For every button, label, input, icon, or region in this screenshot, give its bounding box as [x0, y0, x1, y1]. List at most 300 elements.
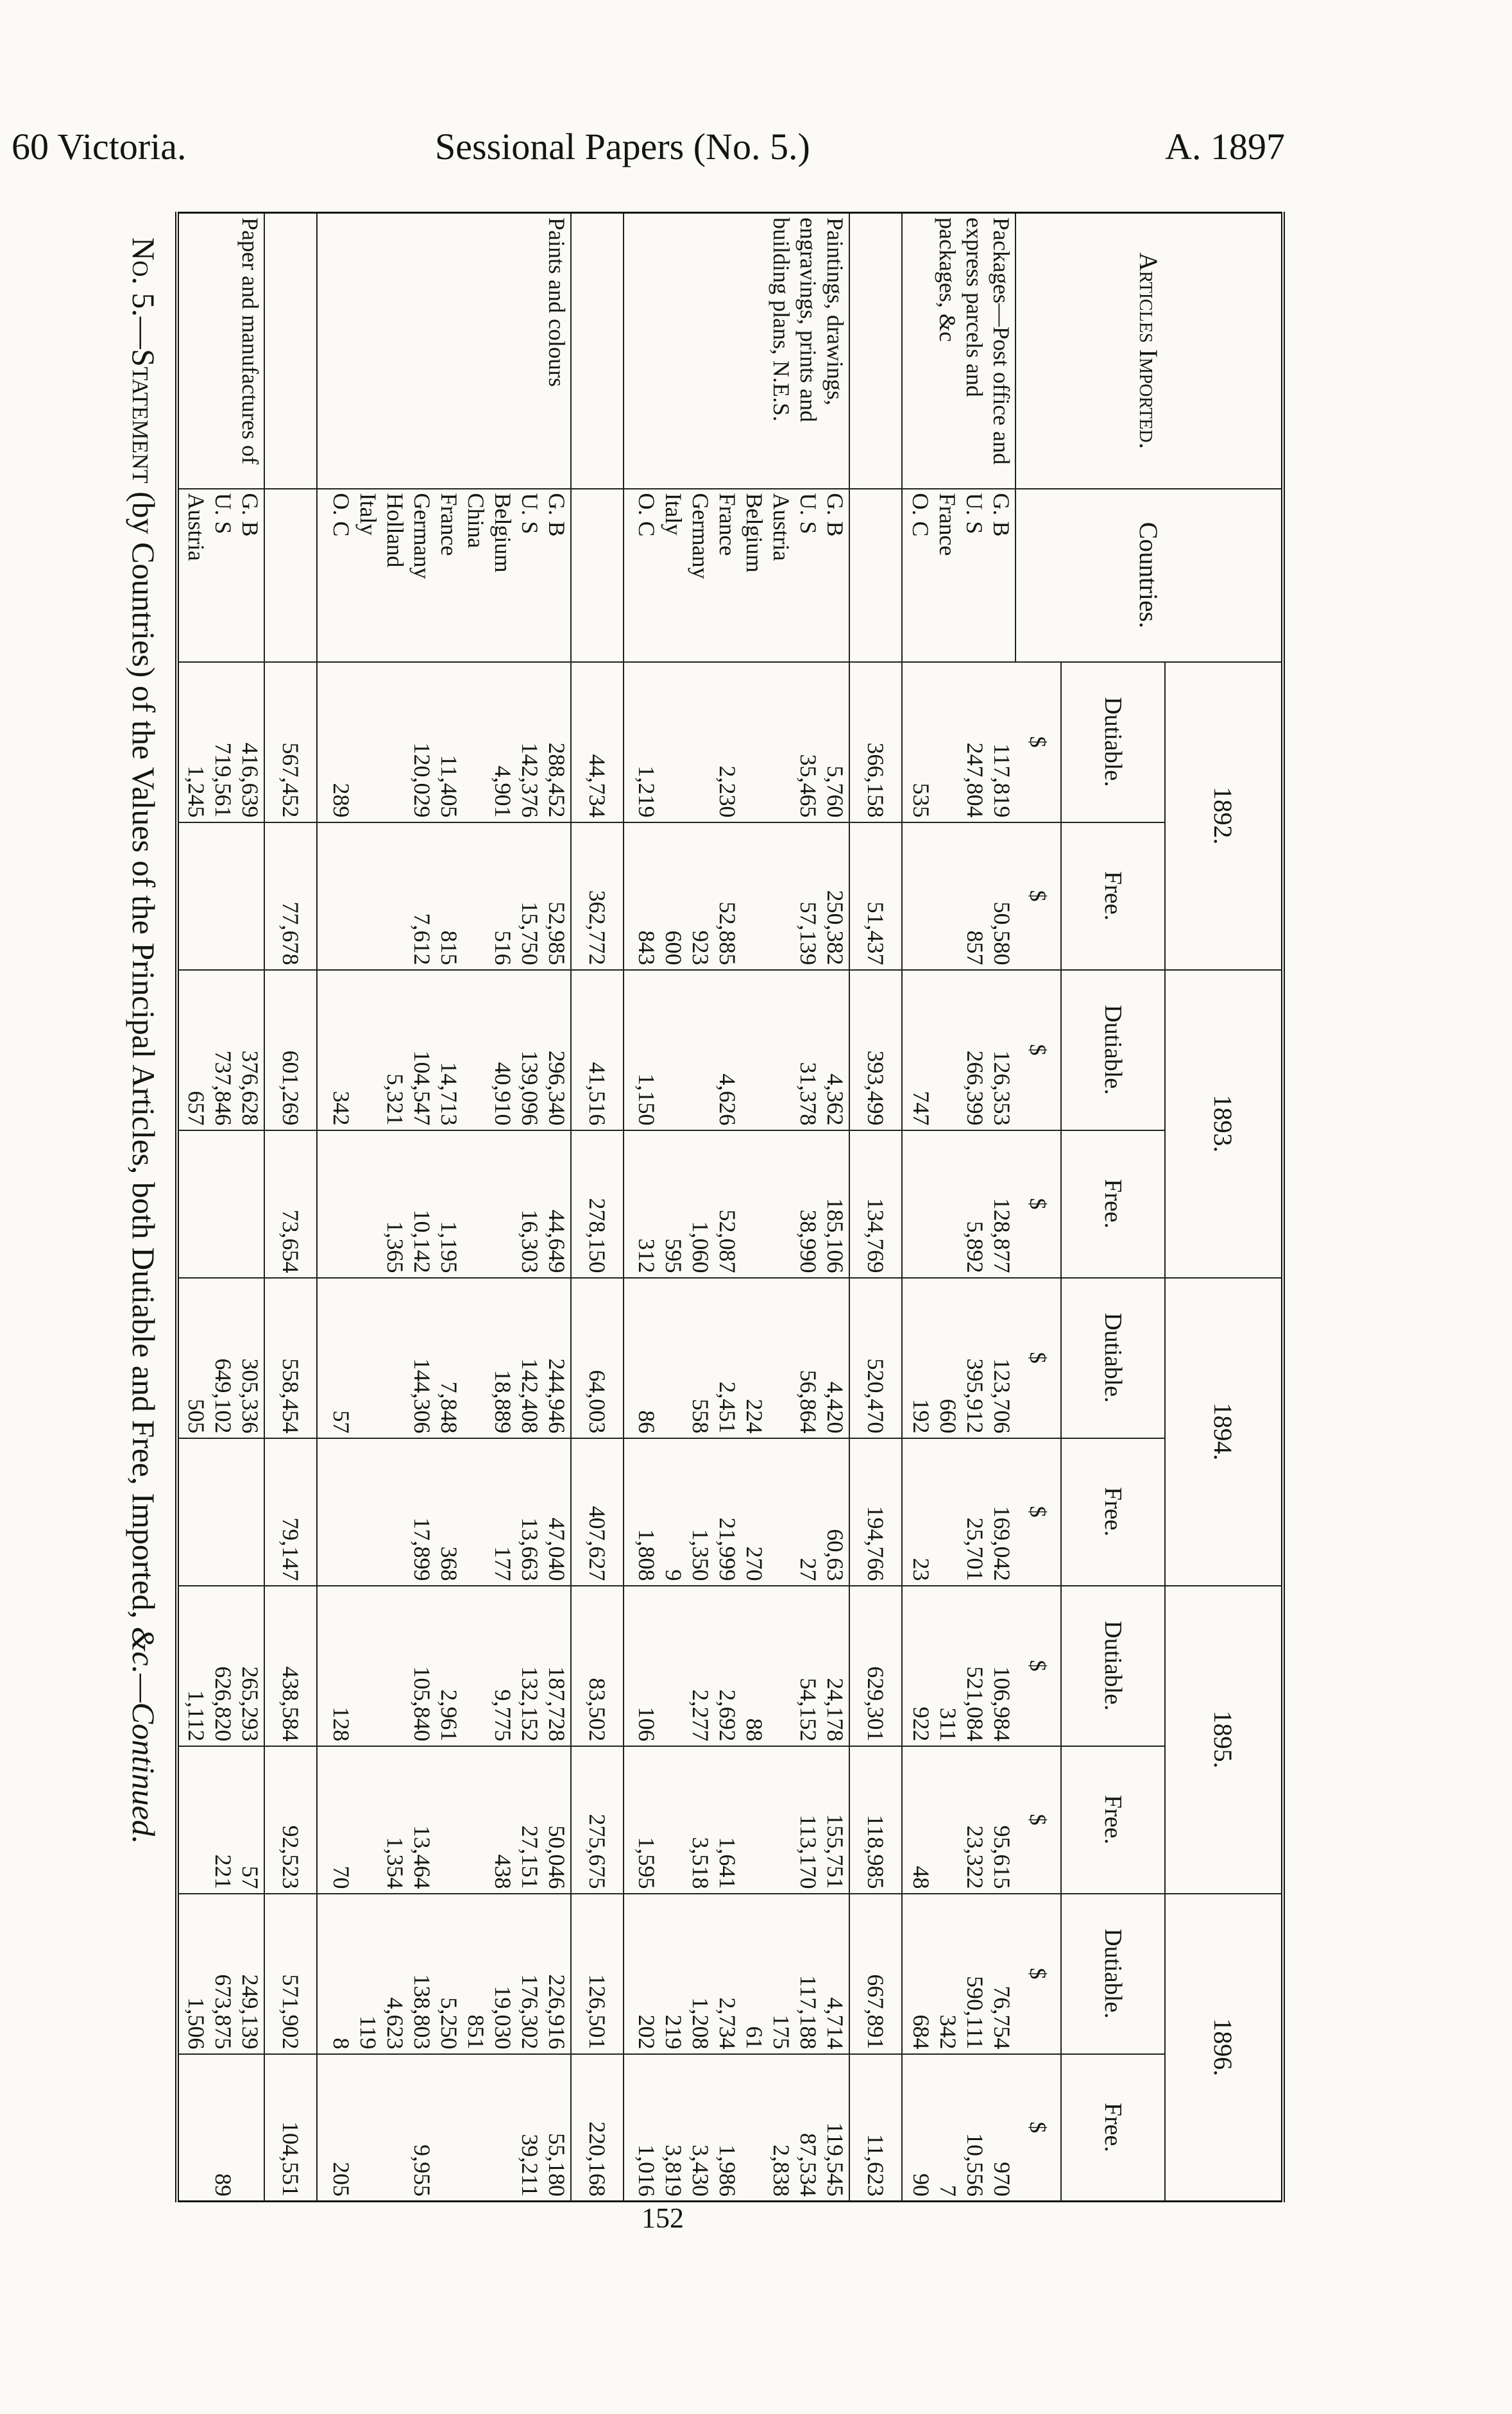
value-cell: 177 — [489, 1546, 516, 1581]
value-cell: 521,084 — [962, 1666, 988, 1742]
value-cell: 1,016 — [633, 2145, 659, 2197]
value-cell: 221 — [210, 1854, 236, 1889]
country-name: Holland — [382, 493, 408, 568]
value-cell: 265,293 — [237, 1666, 263, 1742]
total-value: 520,470 — [849, 1278, 902, 1438]
value-cell: 21,999 — [714, 1517, 740, 1581]
article-name: Paper and manufactures of — [177, 213, 264, 489]
value-cell: 684 — [908, 2014, 934, 2050]
value-cell: 57 — [237, 1866, 263, 1889]
value-cell: 2,692 — [714, 1689, 740, 1742]
value-cell — [908, 1135, 935, 1273]
value-cell — [237, 2059, 264, 2197]
value-cell — [210, 1443, 237, 1581]
value-column — [177, 2054, 264, 2202]
value-column — [902, 662, 1015, 822]
value-cell: 2,961 — [436, 1689, 462, 1742]
value-column — [902, 970, 1015, 1130]
value-cell: 1,506 — [183, 1997, 209, 2050]
value-column — [177, 1894, 264, 2054]
header-year-1893: 1893. — [1165, 970, 1283, 1278]
total-value: 134,769 — [849, 1130, 902, 1278]
country-name: U. S — [795, 493, 821, 534]
total-value: 92,523 — [264, 1746, 317, 1894]
value-cell — [935, 1751, 962, 1889]
total-row — [849, 213, 902, 2202]
value-cell: 40,910 — [489, 1062, 516, 1126]
value-cell: 1,808 — [633, 1529, 659, 1581]
value-cell: 5,760 — [822, 765, 848, 818]
value-cell: 312 — [633, 1238, 659, 1273]
total-value: 601,269 — [264, 970, 317, 1130]
value-cell: 52,087 — [714, 1209, 740, 1273]
value-cell: 176,302 — [516, 1974, 543, 2050]
header-dutiable: Dutiable. — [1061, 1586, 1165, 1746]
value-column — [624, 1130, 849, 1278]
value-column — [177, 1746, 264, 1894]
value-cell: 288,452 — [543, 742, 570, 818]
article-name: Packages—Post office and express parcels and packages, &c — [902, 213, 1015, 489]
value-cell — [741, 667, 768, 818]
value-cell: 1,986 — [714, 2145, 740, 2197]
value-cell: 5,321 — [382, 1073, 408, 1126]
value-cell — [183, 1135, 210, 1273]
value-cell: 39,211 — [516, 2134, 543, 2197]
value-cell: 142,376 — [516, 742, 543, 818]
value-cell — [768, 1443, 795, 1581]
value-cell — [237, 1443, 264, 1581]
country-name: O. C — [908, 493, 933, 537]
header-dutiable: Dutiable. — [1061, 662, 1165, 822]
country-name: U. S — [210, 493, 236, 534]
article-name: Paintings, drawings, engravings, prints and building plans, N.E.S. — [624, 213, 849, 489]
value-cell: 52,985 — [543, 901, 570, 965]
value-cell: 2,451 — [714, 1381, 740, 1434]
value-column — [902, 1130, 1015, 1278]
value-cell — [355, 1590, 382, 1742]
value-cell — [463, 1751, 489, 1889]
value-cell: 5,250 — [436, 1997, 462, 2050]
value-cell: 250,382 — [822, 890, 848, 965]
value-cell: 1,195 — [436, 1221, 462, 1273]
value-cell: 144,306 — [409, 1358, 435, 1434]
value-cell: 38,990 — [795, 1209, 821, 1273]
value-cell: 56,864 — [795, 1370, 821, 1434]
value-column — [317, 662, 571, 822]
caption-text: (by Countries) of the Values of the Principal Articles, both Dutiable and Free, Imported, — [126, 483, 162, 1627]
value-cell: 843 — [633, 930, 659, 965]
value-cell: 35,465 — [795, 754, 821, 818]
value-cell — [355, 974, 382, 1126]
value-cell: 76,754 — [989, 1985, 1015, 2050]
total-spacer — [849, 213, 902, 489]
value-cell: 595 — [660, 1238, 686, 1273]
value-cell — [436, 1751, 463, 1889]
value-cell: 657 — [183, 1091, 209, 1126]
header-dutiable: Dutiable. — [1061, 1278, 1165, 1438]
value-cell: 104,547 — [409, 1050, 435, 1126]
value-cell: 60,63 — [822, 1529, 848, 1581]
value-cell: 155,751 — [822, 1814, 848, 1889]
value-cell: 270 — [741, 1546, 767, 1581]
value-cell: 376,628 — [237, 1050, 263, 1126]
value-cell — [463, 827, 489, 965]
value-cell — [768, 1282, 795, 1434]
value-cell — [355, 1135, 382, 1273]
value-cell: 4,901 — [489, 765, 516, 818]
value-cell: 7,612 — [409, 913, 435, 965]
value-cell: 590,111 — [962, 1976, 988, 2050]
value-cell — [741, 1751, 768, 1889]
value-cell: 4,714 — [822, 1997, 848, 2050]
value-cell: 128,877 — [989, 1198, 1015, 1273]
value-cell: 1,112 — [183, 1690, 209, 1742]
value-cell — [935, 1443, 962, 1581]
value-cell — [935, 667, 962, 818]
value-cell — [328, 827, 355, 965]
value-cell: 600 — [660, 930, 686, 965]
value-cell — [355, 1282, 382, 1434]
value-cell: 505 — [183, 1398, 209, 1434]
currency-mark: $ — [1015, 1746, 1061, 1894]
total-value: 407,627 — [571, 1438, 624, 1586]
value-cell: 54,152 — [795, 1678, 821, 1742]
value-cell — [660, 974, 687, 1126]
value-cell: 192 — [908, 1398, 934, 1434]
total-value: 41,516 — [571, 970, 624, 1130]
value-cell: 2,838 — [768, 2145, 794, 2197]
value-cell: 128 — [328, 1706, 354, 1742]
value-cell: 24,178 — [822, 1678, 848, 1742]
value-cell: 1,208 — [687, 1997, 713, 2050]
value-column — [624, 1894, 849, 2054]
value-cell: 18,889 — [489, 1370, 516, 1434]
value-cell: 516 — [489, 930, 516, 965]
value-cell — [463, 2059, 489, 2197]
value-cell — [328, 1443, 355, 1581]
article-group — [177, 213, 264, 2202]
article-group — [902, 213, 1015, 2202]
value-cell: 851 — [463, 2014, 489, 2050]
value-cell — [463, 1135, 489, 1273]
article-group — [317, 213, 571, 2202]
value-cell: 311 — [935, 1707, 961, 1742]
total-spacer — [849, 489, 902, 662]
value-cell — [355, 2059, 382, 2197]
value-cell: 23,322 — [962, 1825, 988, 1889]
value-cell: 3,430 — [687, 2145, 713, 2197]
header-year-1894: 1894. — [1165, 1278, 1283, 1586]
value-column — [902, 1278, 1015, 1438]
value-cell: 289 — [328, 783, 354, 818]
total-value: 64,003 — [571, 1278, 624, 1438]
value-cell: 27,151 — [516, 1825, 543, 1889]
value-column — [624, 2054, 849, 2202]
currency-mark: $ — [1015, 1438, 1061, 1586]
value-cell — [463, 667, 489, 818]
value-cell: 2,230 — [714, 765, 740, 818]
caption-lead: No. 5.—Statement — [126, 237, 162, 484]
value-cell — [660, 1590, 687, 1742]
value-cell: 4,420 — [822, 1381, 848, 1434]
value-cell — [768, 1135, 795, 1273]
country-name: France — [714, 493, 740, 556]
value-cell: 815 — [436, 930, 462, 965]
country-name: France — [935, 493, 960, 556]
value-column — [624, 662, 849, 822]
value-cell — [768, 827, 795, 965]
value-cell: 244,946 — [543, 1358, 570, 1434]
caption-continued: &c.—Continued. — [126, 1626, 162, 1844]
total-value: 567,452 — [264, 662, 317, 822]
value-cell: 368 — [436, 1546, 462, 1581]
value-column — [317, 1438, 571, 1586]
value-cell: 4,623 — [382, 1997, 408, 2050]
value-cell: 1,641 — [714, 1837, 740, 1889]
value-cell: 626,820 — [210, 1666, 236, 1742]
country-name: Germany — [687, 493, 713, 579]
value-cell: 57,139 — [795, 901, 821, 965]
header-countries: Countries. — [1015, 489, 1283, 662]
value-column — [624, 1278, 849, 1438]
value-cell: 61 — [741, 2026, 767, 2050]
value-cell — [687, 974, 714, 1126]
value-cell: 16,303 — [516, 1209, 543, 1273]
header-free: Free. — [1061, 822, 1165, 970]
value-cell: 120,029 — [409, 742, 435, 818]
value-cell: 142,408 — [516, 1358, 543, 1434]
header-year-1892: 1892. — [1165, 662, 1283, 970]
total-value: 194,766 — [849, 1438, 902, 1586]
total-value: 366,158 — [849, 662, 902, 822]
value-cell — [768, 1751, 795, 1889]
value-cell: 89 — [210, 2173, 236, 2197]
value-cell: 1,350 — [687, 1529, 713, 1581]
value-cell: 922 — [908, 1706, 934, 1742]
value-cell: 13,464 — [409, 1825, 435, 1889]
value-cell: 169,042 — [989, 1506, 1015, 1581]
value-cell: 123,706 — [989, 1358, 1015, 1434]
running-header — [12, 125, 1285, 183]
value-cell: 25,701 — [962, 1517, 988, 1581]
country-name: O. C — [328, 493, 354, 537]
value-column — [624, 1438, 849, 1586]
value-cell — [210, 827, 237, 965]
value-cell: 7,848 — [436, 1381, 462, 1434]
value-cell: 106 — [633, 1706, 659, 1742]
value-cell: 95,615 — [989, 1825, 1015, 1889]
value-cell — [183, 1443, 210, 1581]
value-cell — [355, 667, 382, 818]
value-cell: 395,912 — [962, 1358, 988, 1434]
value-cell: 1,245 — [183, 765, 209, 818]
value-cell: 535 — [908, 783, 934, 818]
total-value: 393,499 — [849, 970, 902, 1130]
total-value: 73,654 — [264, 1130, 317, 1278]
total-spacer — [264, 213, 317, 489]
currency-mark: $ — [1015, 1894, 1061, 2054]
country-name: Belgium — [489, 493, 516, 573]
country-name: Belgium — [741, 493, 767, 573]
value-cell — [489, 2059, 516, 2197]
header-title: Sessional Papers (No. 5.) — [435, 126, 810, 167]
currency-mark: $ — [1015, 1130, 1061, 1278]
value-cell: 226,916 — [543, 1974, 570, 2050]
value-cell: 3,819 — [660, 2145, 686, 2197]
value-cell: 113,170 — [795, 1814, 821, 1889]
value-cell — [768, 974, 795, 1126]
value-cell: 1,060 — [687, 1221, 713, 1273]
total-value: 220,168 — [571, 2054, 624, 2202]
value-cell: 416,639 — [237, 742, 263, 818]
value-cell — [463, 1590, 489, 1742]
country-list — [902, 489, 1015, 662]
value-cell: 187,728 — [543, 1666, 570, 1742]
value-cell: 4,626 — [714, 1073, 740, 1126]
total-value: 11,623 — [849, 2054, 902, 2202]
value-cell: 15,750 — [516, 901, 543, 965]
value-cell — [382, 2059, 409, 2197]
country-name: China — [463, 493, 489, 548]
value-cell: 1,219 — [633, 765, 659, 818]
country-name: Italy — [355, 493, 381, 536]
value-cell: 47,040 — [543, 1517, 570, 1581]
value-cell: 9,955 — [409, 2145, 435, 2197]
value-cell: 44,649 — [543, 1209, 570, 1273]
value-column — [317, 1894, 571, 2054]
total-spacer — [571, 213, 624, 489]
value-column — [177, 970, 264, 1130]
value-column — [317, 1746, 571, 1894]
value-cell: 1,365 — [382, 1221, 408, 1273]
total-row — [264, 213, 317, 2202]
value-cell: 2,734 — [714, 1997, 740, 2050]
value-cell: 205 — [328, 2162, 354, 2197]
value-cell: 57 — [328, 1410, 354, 1434]
value-column — [624, 1746, 849, 1894]
total-value: 104,551 — [264, 2054, 317, 2202]
value-cell: 9 — [660, 1569, 686, 1581]
value-column — [177, 1586, 264, 1746]
header-year: A. 1897 — [1165, 126, 1285, 167]
value-column — [624, 970, 849, 1130]
currency-mark: $ — [1015, 2054, 1061, 2202]
value-cell: 14,713 — [436, 1062, 462, 1126]
value-cell — [463, 1443, 489, 1581]
value-cell: 247,804 — [962, 742, 988, 818]
value-column — [902, 822, 1015, 970]
value-cell — [183, 827, 210, 965]
value-cell — [687, 667, 714, 818]
value-cell: 138,803 — [409, 1974, 435, 2050]
value-column — [317, 1130, 571, 1278]
value-cell: 296,340 — [543, 1050, 570, 1126]
header-articles: Articles Imported. — [1015, 213, 1283, 489]
country-name: O. C — [633, 493, 659, 537]
value-cell: 8 — [328, 2037, 354, 2050]
country-name: Austria — [183, 493, 209, 561]
value-cell: 70 — [328, 1866, 354, 1889]
value-cell — [382, 827, 409, 965]
header-free: Free. — [1061, 1746, 1165, 1894]
header-dutiable: Dutiable. — [1061, 970, 1165, 1130]
total-value: 275,675 — [571, 1746, 624, 1894]
value-column — [902, 2054, 1015, 2202]
header-dutiable: Dutiable. — [1061, 1894, 1165, 2054]
currency-mark: $ — [1015, 662, 1061, 822]
value-cell — [741, 2059, 768, 2197]
total-value: 278,150 — [571, 1130, 624, 1278]
value-cell: 117,819 — [989, 743, 1015, 818]
value-cell: 747 — [908, 1091, 934, 1126]
value-cell: 86 — [633, 1410, 659, 1434]
statement-table — [175, 212, 1285, 2202]
value-cell: 31,378 — [795, 1062, 821, 1126]
country-name: G. B — [989, 493, 1014, 537]
value-cell: 266,399 — [962, 1050, 988, 1126]
value-cell — [355, 827, 382, 965]
value-column — [902, 1586, 1015, 1746]
value-cell — [935, 827, 962, 965]
value-cell: 55,180 — [543, 2133, 570, 2197]
value-cell: 175 — [768, 2014, 794, 2050]
value-cell: 857 — [962, 930, 988, 965]
value-cell: 342 — [935, 2014, 961, 2050]
country-name: G. B — [237, 493, 263, 537]
country-name: G. B — [822, 493, 848, 537]
value-column — [177, 1278, 264, 1438]
value-cell — [237, 827, 264, 965]
total-value: 558,454 — [264, 1278, 317, 1438]
value-cell — [741, 827, 768, 965]
total-value: 438,584 — [264, 1586, 317, 1746]
value-cell — [768, 667, 795, 818]
value-cell: 3,518 — [687, 1837, 713, 1889]
total-value: 126,501 — [571, 1894, 624, 2054]
total-spacer — [264, 489, 317, 662]
value-cell: 50,046 — [543, 1825, 570, 1889]
header-year-1896: 1896. — [1165, 1894, 1283, 2202]
value-cell — [436, 2059, 463, 2197]
header-year-1895: 1895. — [1165, 1586, 1283, 1894]
value-cell: 305,336 — [237, 1358, 263, 1434]
table-body — [177, 213, 1015, 2202]
value-cell: 1,595 — [633, 1837, 659, 1889]
value-cell — [741, 1135, 768, 1273]
total-value: 118,985 — [849, 1746, 902, 1894]
total-value: 79,147 — [264, 1438, 317, 1586]
total-value: 44,734 — [571, 662, 624, 822]
value-cell: 88 — [741, 1718, 767, 1742]
value-cell: 52,885 — [714, 901, 740, 965]
total-value: 667,891 — [849, 1894, 902, 2054]
value-cell: 185,106 — [822, 1198, 848, 1273]
value-cell: 1,150 — [633, 1073, 659, 1126]
value-cell: 224 — [741, 1398, 767, 1434]
value-cell — [328, 1135, 355, 1273]
value-cell — [463, 1282, 489, 1434]
value-column — [317, 970, 571, 1130]
total-spacer — [571, 489, 624, 662]
value-cell: 11,405 — [436, 754, 462, 818]
value-column — [177, 1438, 264, 1586]
currency-mark: $ — [1015, 1278, 1061, 1438]
value-cell: 117,188 — [795, 1975, 821, 2050]
value-cell: 219 — [660, 2014, 686, 2050]
article-name: Paints and colours — [317, 213, 571, 489]
country-name: Italy — [660, 493, 686, 536]
value-cell — [660, 1751, 687, 1889]
